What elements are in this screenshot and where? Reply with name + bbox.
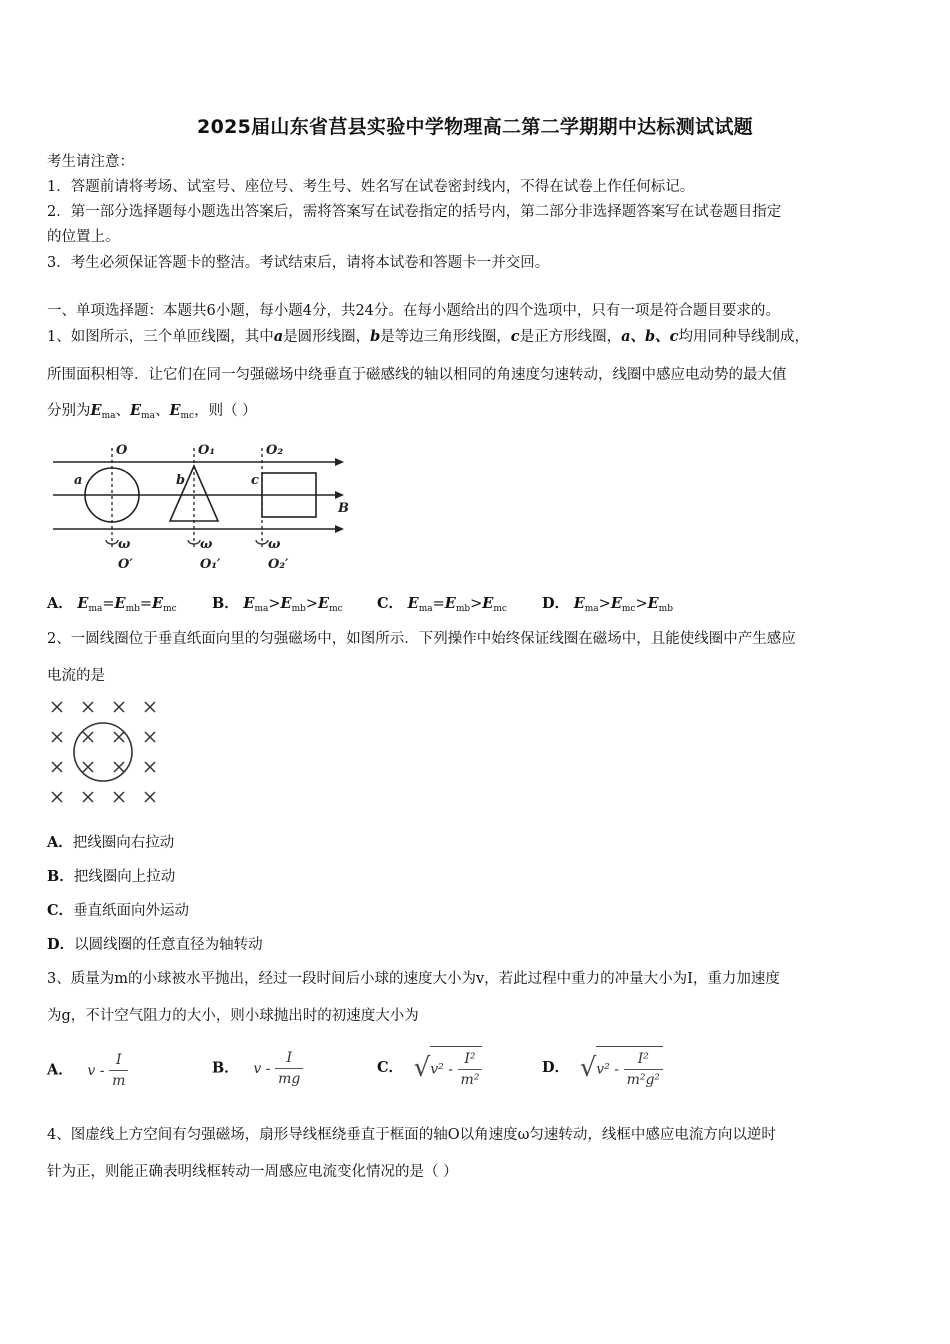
q1-figure (48, 440, 358, 575)
q2-option-b[interactable]: B．把线圈向上拉动 (47, 868, 176, 885)
notice-item-2-cont: 的位置上。 (47, 229, 120, 245)
q2-line2: 电流的是 (47, 668, 105, 684)
fig-label-a: a (74, 473, 83, 488)
fig-label-O2-prime: O₂′ (268, 557, 289, 572)
q4-line2: 针为正，则能正确表明线框转动一周感应电流变化情况的是（ ） (47, 1164, 458, 1180)
q2-option-d[interactable]: D．以圆线圈的任意直径为轴转动 (47, 936, 263, 953)
q3-line1: 3、质量为m的小球被水平抛出，经过一段时间后小球的速度大小为v，若此过程中重力的冲量大小为Ⅰ，重力加速度 (47, 971, 780, 987)
sqrt-icon: √ (413, 1053, 431, 1083)
q2-option-a[interactable]: A．把线圈向右拉动 (47, 834, 175, 851)
page-title: 2025届山东省莒县实验中学物理高二第二学期期中达标测试试题 (197, 116, 753, 138)
q3-option-d[interactable]: D． √v² - $\frac{\text{I²}}{\text{m²g²}}$ (542, 1046, 663, 1090)
q1-option-c[interactable]: C． $E_{ma}=E_{mb}>E_{mc}$ (377, 595, 507, 614)
sqrt-icon: √ (579, 1053, 597, 1083)
q4-line1: 4、图虚线上方空间有匀强磁场，扇形导线框绕垂直于框面的轴O以角速度ω匀速转动，线框中感应电流方向以逆时 (47, 1127, 776, 1143)
q2-figure (46, 696, 166, 814)
notice-item-2: 2．第一部分选择题每小题选出答案后，需将答案写在试卷指定的括号内，第二部分非选择题答案写在试卷题目指定 (47, 204, 782, 220)
fig-label-O1-prime: O₁′ (200, 557, 221, 572)
fig-omega-1: ω (118, 537, 131, 552)
fig-label-O1: O₁ (198, 443, 216, 458)
q1-line2: 所围面积相等．让它们在同一匀强磁场中绕垂直于磁感线的轴以相同的角速度匀速转动，线圈中感应电动势的最大值 (47, 367, 787, 383)
fig-omega-3: ω (268, 537, 281, 552)
fig-label-O-prime: O′ (118, 557, 133, 572)
q3-option-b[interactable]: B． v - $\frac{I}{mg}$ (212, 1048, 303, 1089)
q3-option-a[interactable]: A． v - $\frac{I}{m}$ (47, 1050, 128, 1091)
notice-heading: 考生请注意： (47, 154, 134, 170)
fig-label-b: b (176, 473, 186, 488)
notice-item-1: 1．答题前请将考场、试室号、座位号、考生号、姓名写在试卷密封线内，不得在试卷上作任何标记。 (47, 179, 695, 195)
q1-option-a[interactable]: A． $E_{ma}=E_{mb}=E_{mc}$ (47, 595, 177, 614)
magnetic-field-crosses (52, 702, 155, 802)
q1-line1: 1、如图所示，三个单匝线圈，其中a是圆形线圈，b是等边三角形线圈，c是正方形线圈，a、b、c均用同种导线制成， (47, 328, 809, 345)
q2-option-c[interactable]: C．垂直纸面向外运动 (47, 902, 190, 919)
q1-option-b[interactable]: B． $E_{ma}>E_{mb}>E_{mc}$ (212, 595, 343, 614)
fig-omega-2: ω (200, 537, 213, 552)
fig-label-c: c (251, 473, 259, 488)
circular-coil (74, 723, 132, 781)
q3-line2: 为g，不计空气阻力的大小，则小球抛出时的初速度大小为 (47, 1008, 419, 1024)
q1-line3: 分别为$E_{ma}$、$E_{ma}$、$E_{mc}$，则（ ） (47, 402, 257, 421)
notice-item-3: 3．考生必须保证答题卡的整洁。考试结束后，请将本试卷和答题卡一并交回。 (47, 255, 550, 271)
q3-option-c[interactable]: C． √v² - $\frac{\text{I²}}{\text{m²}}$ (377, 1046, 482, 1090)
section-heading: 一、单项选择题：本题共6小题，每小题4分，共24分。在每小题给出的四个选项中，只有一项是符合题目要求的。 (47, 303, 780, 319)
fig-label-O: O (116, 443, 128, 458)
fig-label-O2: O₂ (266, 443, 284, 458)
q2-line1: 2、一圆线圈位于垂直纸面向里的匀强磁场中，如图所示．下列操作中始终保证线圈在磁场中，且能使线圈中产生感应 (47, 631, 796, 647)
fig-label-B: B (338, 501, 349, 516)
q1-option-d[interactable]: D． $E_{ma}>E_{mc}>E_{mb}$ (542, 595, 673, 614)
